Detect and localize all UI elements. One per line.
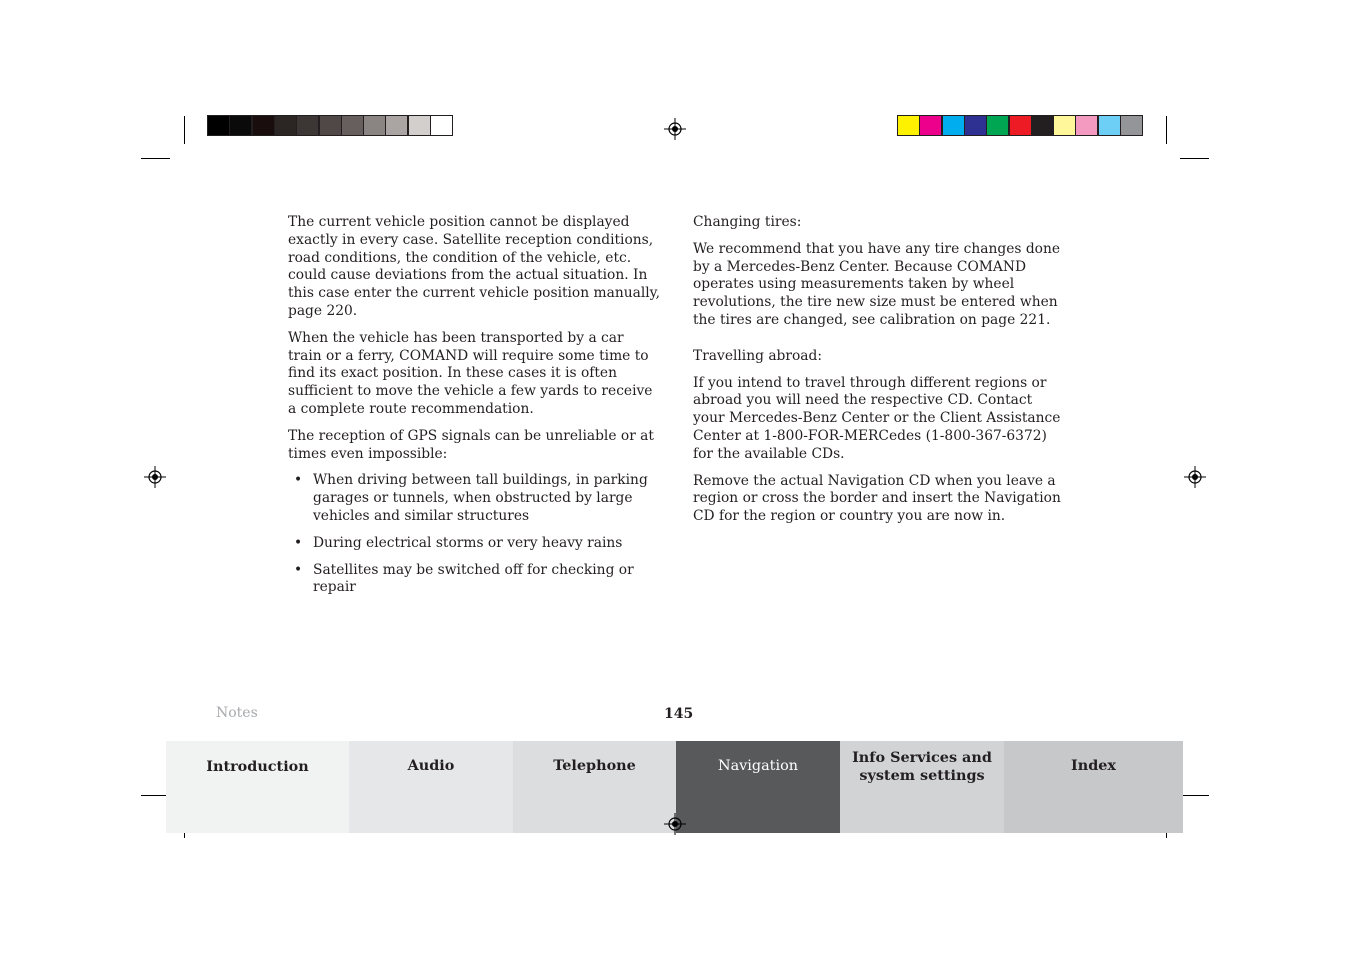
tab-audio[interactable]: [349, 741, 513, 833]
tab-telephone[interactable]: [513, 741, 676, 833]
bullet-item: • Satellites may be switched off for checking or repair: [288, 562, 660, 598]
color-swatch: [1053, 115, 1076, 136]
paragraph: The current vehicle position cannot be displayed exactly in every case. Satellite reception conditions, road conditions, the condition of the vehicle, etc. could cause deviations from the actual situation. In this case enter the current vehicle position manually, page 220.: [288, 214, 660, 319]
color-swatch: [274, 115, 297, 136]
tab-navigation[interactable]: [676, 741, 840, 833]
color-swatch: [942, 115, 965, 136]
crop-mark: [141, 158, 170, 159]
color-swatch: [341, 115, 364, 136]
registration-mark-icon: [664, 813, 686, 835]
tab-label: Index: [1071, 757, 1116, 774]
tab-introduction[interactable]: [166, 741, 349, 833]
tab-info-services[interactable]: [840, 741, 1004, 833]
color-swatch: [385, 115, 408, 136]
paragraph: The reception of GPS signals can be unreliable or at times even impossible:: [288, 427, 654, 462]
color-swatch: [1075, 115, 1098, 136]
paragraph: Remove the actual Navigation CD when you leave a region or cross the border and insert the Navigation CD for the region or country you are now in.: [693, 472, 1061, 525]
color-swatch: [986, 115, 1009, 136]
crop-mark: [1180, 795, 1209, 796]
paragraph: When the vehicle has been transported by a car train or a ferry, COMAND will require some time to find its exact position. In these cases it is often sufficient to move the vehicle a few yards to receive a complete route recommendation.: [288, 329, 653, 417]
color-swatch: [296, 115, 319, 136]
color-swatch: [229, 115, 252, 136]
tab-label-line1: Info Services and: [852, 749, 992, 766]
page-number: 145: [664, 706, 694, 722]
paragraph: If you intend to travel through different regions or abroad you will need the respective CD. Contact your Mercedes-Benz Center or the Client Assistance Center at 1-800-FOR-MERCedes (1-800-367-6372) for the available CDs.: [693, 374, 1061, 462]
color-swatch: [1009, 115, 1032, 136]
registration-mark-icon: [1184, 466, 1206, 488]
section-label: Notes: [216, 705, 258, 721]
registration-mark-icon: [664, 118, 686, 140]
tab-label: Introduction: [206, 758, 309, 775]
tab-index[interactable]: [1004, 741, 1183, 833]
right-text-column: [693, 214, 1065, 535]
color-swatch: [897, 115, 920, 136]
bullet-item: • During electrical storms or very heavy rains: [288, 535, 660, 553]
tab-label: Audio: [407, 757, 455, 774]
paragraph: We recommend that you have any tire changes done by a Mercedes-Benz Center. Because COMAND operates using measurements taken by wheel revolutions, the tire new size must be entered when the tires are changed, see calibration on page 221.: [693, 240, 1061, 328]
crop-mark: [184, 116, 185, 144]
color-swatch: [408, 115, 431, 136]
color-swatch: [252, 115, 275, 136]
crop-mark: [1166, 116, 1167, 144]
section-heading: Travelling abroad:: [693, 347, 822, 364]
tab-label: Telephone: [553, 757, 636, 774]
left-text-column: [288, 214, 660, 606]
color-swatch: [1098, 115, 1121, 136]
registration-mark-icon: [144, 466, 166, 488]
tab-label: Navigation: [717, 758, 798, 774]
color-swatch: [207, 115, 230, 136]
crop-mark: [1180, 158, 1209, 159]
tab-label-line2: system settings: [859, 767, 985, 784]
section-heading: Changing tires:: [693, 214, 802, 230]
color-swatch: [1031, 115, 1054, 136]
color-swatch: [319, 115, 342, 136]
bullet-list: [288, 472, 660, 597]
color-swatch: [363, 115, 386, 136]
bullet-item: • When driving between tall buildings, in parking garages or tunnels, when obstructed by large vehicles and similar structures: [288, 472, 660, 525]
color-swatch: [964, 115, 987, 136]
color-swatch: [919, 115, 942, 136]
color-swatch: [1120, 115, 1143, 136]
color-swatch: [430, 115, 453, 136]
